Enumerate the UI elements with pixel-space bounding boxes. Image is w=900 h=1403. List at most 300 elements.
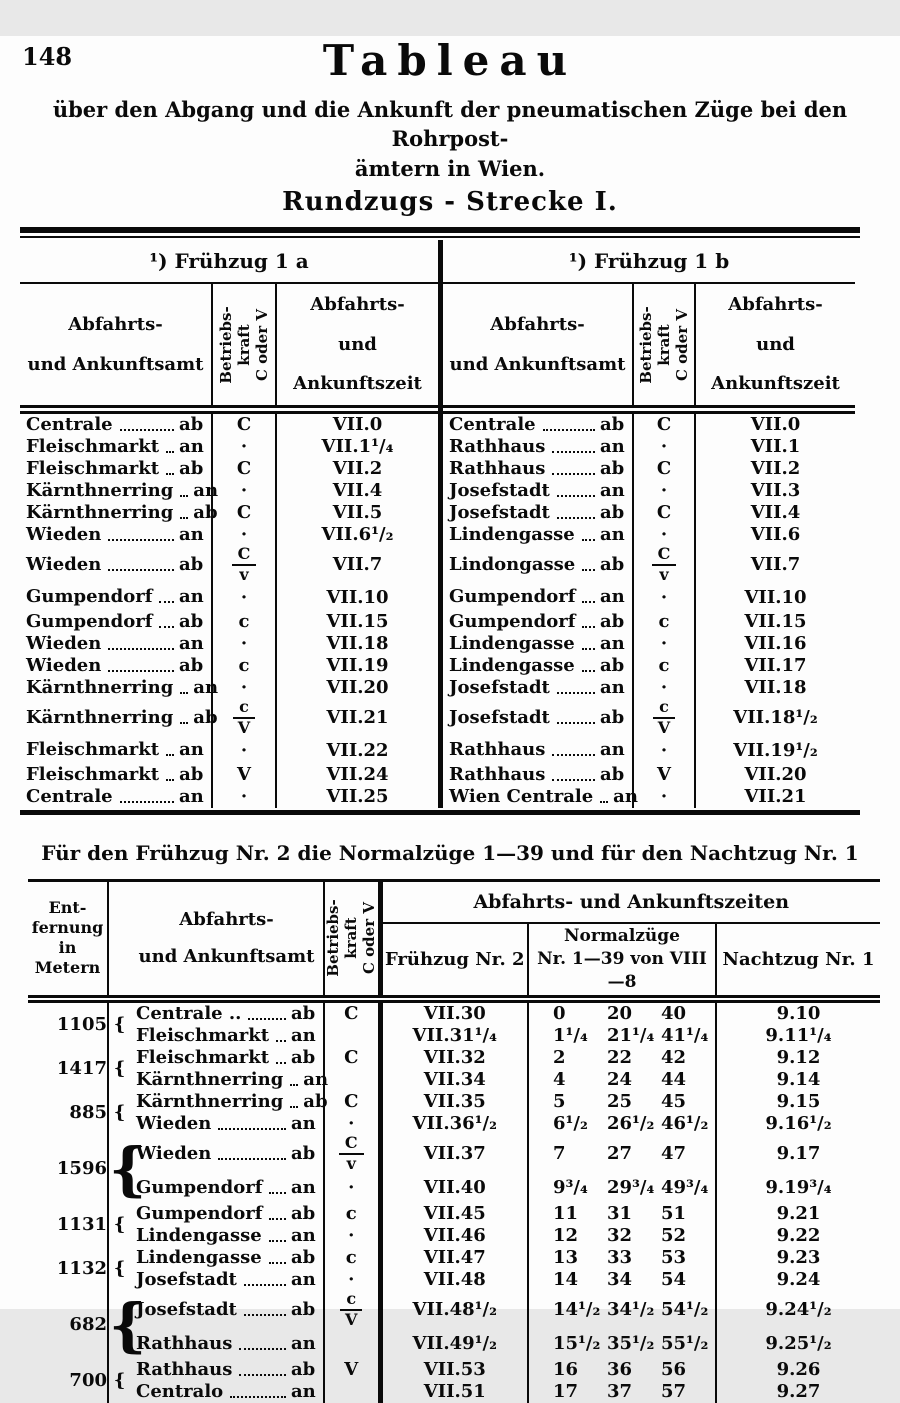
station-name: Josefstadt	[449, 501, 550, 523]
time-cell: VII.20	[326, 677, 389, 699]
table-row	[443, 584, 855, 611]
leader-dots	[166, 451, 174, 453]
normalzug-value: 25	[607, 1091, 633, 1113]
fruehzug-cell: VII.49¹/₂	[380, 1329, 528, 1359]
station-line	[20, 586, 211, 608]
station-cell	[130, 1247, 324, 1269]
normalzuege-values	[529, 1143, 715, 1164]
station-line	[20, 764, 211, 786]
station-name: Rathhaus	[136, 1358, 233, 1380]
table-row	[28, 1203, 880, 1225]
station-line	[443, 458, 632, 480]
col-header-betriebskraft	[324, 880, 380, 998]
normalzug-value: 12	[553, 1225, 579, 1247]
table-row	[28, 1291, 880, 1329]
time-cell: VII.6	[750, 524, 801, 546]
ab-an-suffix: ab	[179, 610, 204, 632]
time-cell: VII.21	[744, 786, 807, 808]
nachtzug-cell: 9.25¹/₂	[765, 1333, 832, 1355]
time-cell: VII.15	[744, 611, 807, 633]
betriebskraft-cell: C	[633, 409, 695, 436]
normalzug-value: 44	[661, 1069, 687, 1091]
table-row	[20, 409, 438, 436]
betriebskraft-cell: ·	[633, 436, 695, 458]
table-row	[28, 1091, 880, 1113]
ab-an-suffix: an	[193, 479, 219, 501]
fruehzug-cell: VII.48¹/₂	[380, 1291, 528, 1329]
table-row	[20, 655, 438, 677]
station-cell	[130, 1173, 324, 1203]
betriebskraft-fraction	[653, 699, 675, 737]
ab-an-suffix: an	[179, 523, 204, 545]
col-header-distance: Ent- fernung in Metern	[28, 880, 108, 998]
ab-an-suffix: an	[179, 632, 204, 654]
normalzug-value: 14	[553, 1269, 579, 1291]
ab-an-suffix: an	[291, 1380, 316, 1402]
station-cell	[130, 1381, 324, 1403]
station-cell	[130, 1090, 328, 1113]
time-cell: VII.6¹/₂	[321, 524, 394, 546]
fraction-top: c	[653, 699, 675, 719]
fruehzug-cell: VII.36¹/₂	[380, 1113, 528, 1135]
col-header-station-line1: Abfahrts-	[490, 313, 585, 335]
leader-dots	[557, 517, 595, 519]
normalzug-value: 42	[661, 1047, 687, 1069]
ab-an-suffix: ab	[193, 706, 218, 728]
top-double-rule	[20, 227, 860, 238]
station-cell	[20, 655, 212, 677]
ab-an-suffix: ab	[291, 1358, 316, 1380]
table-row	[443, 677, 855, 699]
nachtzug-cell: 9.14	[776, 1069, 821, 1091]
section-title: Rundzugs - Strecke I.	[282, 187, 618, 218]
col-header-station-line1: Abfahrts-	[68, 313, 163, 335]
normalzuege-cell	[528, 1269, 716, 1291]
station-name: Kärnthnerring	[26, 501, 174, 523]
ab-an-suffix: ab	[600, 706, 625, 728]
normalzuege-cell	[528, 999, 716, 1025]
betriebskraft-cell: ·	[324, 1113, 380, 1135]
station-cell	[130, 1269, 324, 1291]
station-name: Wieden	[26, 632, 102, 654]
ab-an-suffix: ab	[179, 553, 204, 575]
station-cell	[443, 737, 633, 764]
table-row	[20, 699, 438, 737]
col-header-times-group: Abfahrts- und Ankunftszeiten	[380, 880, 880, 923]
fraction-bottom: v	[659, 564, 669, 584]
station-line	[130, 1203, 323, 1225]
station-cell	[443, 502, 633, 524]
station-cell	[443, 480, 633, 502]
ab-an-suffix: an	[600, 479, 625, 501]
group-brace: {	[113, 1257, 126, 1279]
station-cell	[20, 676, 219, 699]
normalzug-value: 31	[607, 1203, 633, 1225]
nachtzug-cell: 9.21	[776, 1203, 821, 1225]
station-cell	[443, 611, 633, 633]
station-line	[130, 1113, 323, 1135]
table-row	[28, 1173, 880, 1203]
time-cell: VII.19¹/₂	[733, 739, 818, 761]
table-row	[443, 480, 855, 502]
table-row	[20, 677, 438, 699]
betriebskraft-cell	[633, 699, 695, 737]
station-name: Gumpendorf	[136, 1202, 263, 1224]
station-cell	[443, 584, 633, 611]
fruehzug-cell: VII.47	[380, 1247, 528, 1269]
station-cell	[20, 737, 212, 764]
normalzug-value: 22	[607, 1047, 633, 1069]
table-row	[443, 655, 855, 677]
station-line	[130, 1359, 323, 1381]
ab-an-suffix: ab	[600, 553, 625, 575]
nachtzug-cell: 9.19³/₄	[765, 1177, 832, 1199]
train-label-1a: ¹) Frühzug 1 a	[20, 240, 438, 283]
leader-dots	[108, 539, 174, 541]
table-row	[20, 764, 438, 786]
time-cell: VII.5	[332, 502, 383, 524]
normalzug-value: 35¹/₂	[607, 1333, 655, 1355]
fruehzug-cell: VII.53	[380, 1359, 528, 1381]
betriebskraft-cell: C	[324, 1047, 380, 1069]
leader-dots	[159, 601, 174, 603]
station-name: Gumpendorf	[26, 610, 153, 632]
station-cell	[130, 1113, 324, 1135]
betriebskraft-cell	[212, 546, 276, 584]
leader-dots	[543, 429, 595, 431]
normalzuege-values	[529, 1225, 715, 1246]
normalzuege-values	[529, 1091, 715, 1112]
betriebskraft-cell: V	[324, 1359, 380, 1381]
leader-dots	[108, 670, 174, 672]
group-brace: {	[113, 1101, 126, 1123]
table-row	[443, 436, 855, 458]
station-name: Fleischmarkt	[26, 739, 160, 761]
betriebskraft-cell: ·	[633, 524, 695, 546]
station-name: Gumpendorf	[136, 1176, 263, 1198]
betriebskraft-cell: C	[212, 458, 276, 480]
leader-dots	[552, 473, 595, 475]
table-row	[443, 737, 855, 764]
betriebskraft-cell: c	[324, 1203, 380, 1225]
station-cell	[20, 458, 212, 480]
time-cell: VII.0	[750, 414, 801, 436]
ab-an-suffix: an	[600, 676, 625, 698]
station-name: Rathhaus	[449, 739, 546, 761]
table-row	[28, 1069, 880, 1091]
station-cell	[130, 1359, 324, 1381]
station-name: Lindengasse	[449, 632, 575, 654]
betriebskraft-cell: ·	[212, 584, 276, 611]
fruehzug-cell: VII.40	[380, 1173, 528, 1203]
col-header-station-left	[20, 283, 212, 409]
station-name: Centrale	[26, 785, 113, 807]
leader-dots	[552, 754, 595, 756]
ab-an-suffix: an	[613, 785, 638, 807]
col-header-time-left	[276, 283, 438, 409]
station-line	[130, 1003, 323, 1025]
station-line	[443, 554, 632, 576]
station-line	[20, 414, 211, 436]
normalzug-value: 4	[553, 1069, 566, 1091]
table-row	[28, 999, 880, 1025]
leader-dots	[290, 1084, 298, 1086]
nachtzug-cell: 9.24	[776, 1269, 821, 1291]
normalzug-value: 54¹/₂	[661, 1299, 709, 1321]
fruhzug-tables	[20, 240, 855, 808]
table-row	[20, 737, 438, 764]
ab-an-suffix: an	[303, 1068, 329, 1090]
time-cell: VII.10	[744, 586, 807, 608]
normalzuege-cell	[528, 1091, 716, 1113]
time-cell: VII.19	[326, 655, 389, 677]
normalzug-value: 34	[607, 1269, 633, 1291]
distance-cell: 1596	[28, 1135, 108, 1203]
nachtzug-cell: 9.11¹/₄	[765, 1025, 832, 1047]
table1-bottom-rule	[20, 810, 860, 815]
station-name: Josefstadt	[449, 676, 550, 698]
time-cell: VII.1¹/₄	[321, 436, 394, 458]
table-row	[443, 502, 855, 524]
station-name: Fleischmarkt	[136, 1046, 270, 1068]
betriebskraft-cell: ·	[212, 786, 276, 808]
fruhzug-1b-table	[443, 240, 855, 808]
betriebskraft-cell: ·	[212, 436, 276, 458]
station-name: Wieden	[26, 523, 102, 545]
betriebskraft-vertical-label: Betriebs- kraft C oder V	[637, 305, 691, 384]
normalzug-value: 32	[607, 1225, 633, 1247]
nachtzug-cell: 9.26	[776, 1359, 821, 1381]
betriebskraft-cell	[324, 1069, 380, 1091]
normalzug-value: 2	[553, 1047, 566, 1069]
betriebskraft-fraction	[340, 1288, 362, 1329]
ab-an-suffix: ab	[291, 1046, 316, 1068]
betriebskraft-cell: ·	[324, 1269, 380, 1291]
distance-cell: 700	[28, 1359, 108, 1403]
fruehzug-cell: VII.35	[380, 1091, 528, 1113]
ab-an-suffix: an	[193, 676, 219, 698]
table-row	[20, 633, 438, 655]
distance-cell: 1131	[28, 1203, 108, 1247]
normalzuege-cell	[528, 1025, 716, 1047]
betriebskraft-cell: c	[633, 611, 695, 633]
normalzug-value: 11	[553, 1203, 579, 1225]
normalzug-value: 57	[661, 1381, 687, 1403]
col-header-station-line2: und Ankunftsamt	[27, 353, 204, 375]
station-name: Wien Centrale	[449, 785, 594, 807]
distance-cell: 1417	[28, 1047, 108, 1091]
leader-dots	[582, 648, 595, 650]
group-brace: {	[113, 1013, 126, 1035]
normalzuege-values	[529, 1333, 715, 1354]
station-name: Fleischmarkt	[136, 1024, 270, 1046]
normalzuege-cell	[528, 1291, 716, 1329]
betriebskraft-cell	[324, 1381, 380, 1403]
document-page	[0, 36, 900, 1403]
leader-dots	[218, 1128, 286, 1130]
normalzug-value: 6¹/₂	[553, 1113, 588, 1135]
table-row	[28, 1135, 880, 1173]
normalzuege-cell	[528, 1113, 716, 1135]
station-line	[443, 502, 632, 524]
station-name: Josefstadt	[136, 1268, 237, 1290]
normalzug-value: 53	[661, 1247, 687, 1269]
station-cell	[130, 1047, 324, 1069]
station-cell	[20, 546, 212, 584]
ab-an-suffix: ab	[600, 501, 625, 523]
betriebskraft-cell: C	[212, 409, 276, 436]
normalzug-value: 21¹/₄	[607, 1025, 655, 1047]
betriebskraft-cell	[324, 1132, 380, 1173]
betriebskraft-cell: C	[633, 458, 695, 480]
fraction-top: C	[652, 546, 677, 566]
station-name: Gumpendorf	[449, 610, 576, 632]
station-name: Josefstadt	[449, 479, 550, 501]
normalzuege-values	[529, 1359, 715, 1380]
group-brace: {	[113, 1057, 126, 1079]
betriebskraft-cell: ·	[633, 786, 695, 808]
ab-an-suffix: an	[291, 1268, 316, 1290]
station-cell	[130, 1135, 324, 1173]
station-cell	[130, 1291, 324, 1329]
leader-dots	[276, 1062, 286, 1064]
betriebskraft-cell: ·	[212, 677, 276, 699]
ab-an-suffix: an	[179, 586, 204, 608]
ab-an-suffix: an	[179, 435, 204, 457]
station-cell	[443, 633, 633, 655]
schedule-table	[28, 879, 880, 1403]
table-row	[28, 1329, 880, 1359]
time-cell: VII.10	[326, 586, 389, 608]
leader-dots	[108, 648, 174, 650]
betriebskraft-fraction	[652, 546, 677, 584]
normalzug-value: 20	[607, 1003, 633, 1025]
nachtzug-cell: 9.15	[776, 1091, 821, 1113]
table-row	[20, 611, 438, 633]
station-line	[130, 1068, 329, 1091]
ab-an-suffix: ab	[600, 610, 625, 632]
table-row	[20, 524, 438, 546]
distance-cell: 1105	[28, 999, 108, 1047]
station-cell	[20, 786, 212, 808]
normalzug-value: 33	[607, 1247, 633, 1269]
ab-an-suffix: an	[179, 739, 204, 761]
normalzug-value: 47	[661, 1143, 687, 1165]
group-brace: {	[109, 1134, 147, 1203]
leader-dots	[239, 1348, 286, 1350]
time-cell: VII.1	[750, 436, 801, 458]
leader-dots	[180, 495, 188, 497]
col-header-time-right	[695, 283, 855, 409]
normalzug-value: 46¹/₂	[661, 1113, 709, 1135]
ab-an-suffix: ab	[179, 763, 204, 785]
station-line	[443, 480, 632, 502]
normalzuege-values	[529, 1003, 715, 1024]
betriebskraft-cell: C	[324, 1091, 380, 1113]
station-line	[443, 655, 632, 677]
station-name: Rathhaus	[449, 457, 546, 479]
ab-an-suffix: ab	[193, 501, 218, 523]
normalzug-value: 15¹/₂	[553, 1333, 601, 1355]
time-cell: VII.25	[326, 786, 389, 808]
ab-an-suffix: ab	[179, 413, 204, 435]
betriebskraft-cell	[324, 1329, 380, 1359]
time-cell: VII.21	[326, 707, 389, 729]
ab-an-suffix: an	[600, 586, 625, 608]
station-line	[20, 786, 211, 808]
station-name: Josefstadt	[449, 706, 550, 728]
ab-an-suffix: ab	[600, 654, 625, 676]
station-line	[130, 1047, 323, 1069]
betriebskraft-cell: ·	[633, 737, 695, 764]
station-line	[443, 764, 632, 786]
fruehzug-cell: VII.30	[380, 999, 528, 1025]
fruhzug-1a-table	[20, 240, 438, 808]
brace-column-header	[108, 880, 130, 998]
normalzug-value: 52	[661, 1225, 687, 1247]
station-name: Wieden	[26, 553, 102, 575]
distance-cell: 885	[28, 1091, 108, 1135]
ab-an-suffix: an	[291, 1332, 316, 1354]
fruehzug-cell: VII.46	[380, 1225, 528, 1247]
leader-dots	[180, 692, 188, 694]
leader-dots	[557, 495, 595, 497]
station-name: Lindengasse	[449, 654, 575, 676]
table-row	[443, 409, 855, 436]
nachtzug-cell: 9.24¹/₂	[765, 1299, 832, 1321]
fruehzug-cell: VII.48	[380, 1269, 528, 1291]
col-header-fruehzug: Frühzug Nr. 2	[380, 923, 528, 999]
leader-dots	[166, 754, 174, 756]
station-name: Rathhaus	[449, 435, 546, 457]
station-cell	[130, 999, 324, 1025]
table2-title: Für den Frühzug Nr. 2 die Normalzüge 1—39 und für den Nachtzug Nr. 1	[41, 840, 859, 865]
normalzug-value: 41¹/₄	[661, 1025, 709, 1047]
leader-dots	[582, 626, 595, 628]
fraction-top: C	[339, 1135, 364, 1155]
station-line	[130, 1090, 328, 1113]
table-row	[20, 584, 438, 611]
station-name: Rathhaus	[449, 763, 546, 785]
nachtzug-cell: 9.23	[776, 1247, 821, 1269]
leader-dots	[269, 1218, 286, 1220]
betriebskraft-cell: C	[324, 999, 380, 1025]
betriebskraft-cell	[324, 1025, 380, 1047]
ab-an-suffix: ab	[291, 1142, 316, 1164]
fruehzug-cell: VII.32	[380, 1047, 528, 1069]
normalzug-value: 14¹/₂	[553, 1299, 601, 1321]
station-line	[130, 1177, 323, 1199]
col-header-time-line2: und Ankunftszeit	[293, 333, 422, 395]
fraction-top: C	[232, 546, 257, 566]
station-cell	[20, 633, 212, 655]
station-cell	[130, 1225, 324, 1247]
normalzug-value: 56	[661, 1359, 687, 1381]
normalzuege-cell	[528, 1069, 716, 1091]
group-brace: {	[113, 1369, 126, 1391]
ab-an-suffix: an	[291, 1112, 316, 1134]
betriebskraft-fraction	[233, 699, 255, 737]
normalzug-value: 13	[553, 1247, 579, 1269]
ab-an-suffix: an	[600, 523, 625, 545]
betriebskraft-vertical-label: Betriebs- kraft C oder V	[324, 899, 379, 978]
col-header-time-line1: Abfahrts-	[728, 294, 823, 316]
leader-dots	[552, 779, 595, 781]
station-name: Kärnthnerring	[136, 1090, 284, 1112]
leader-dots	[108, 569, 174, 571]
station-cell	[20, 436, 212, 458]
station-line	[130, 1381, 323, 1403]
